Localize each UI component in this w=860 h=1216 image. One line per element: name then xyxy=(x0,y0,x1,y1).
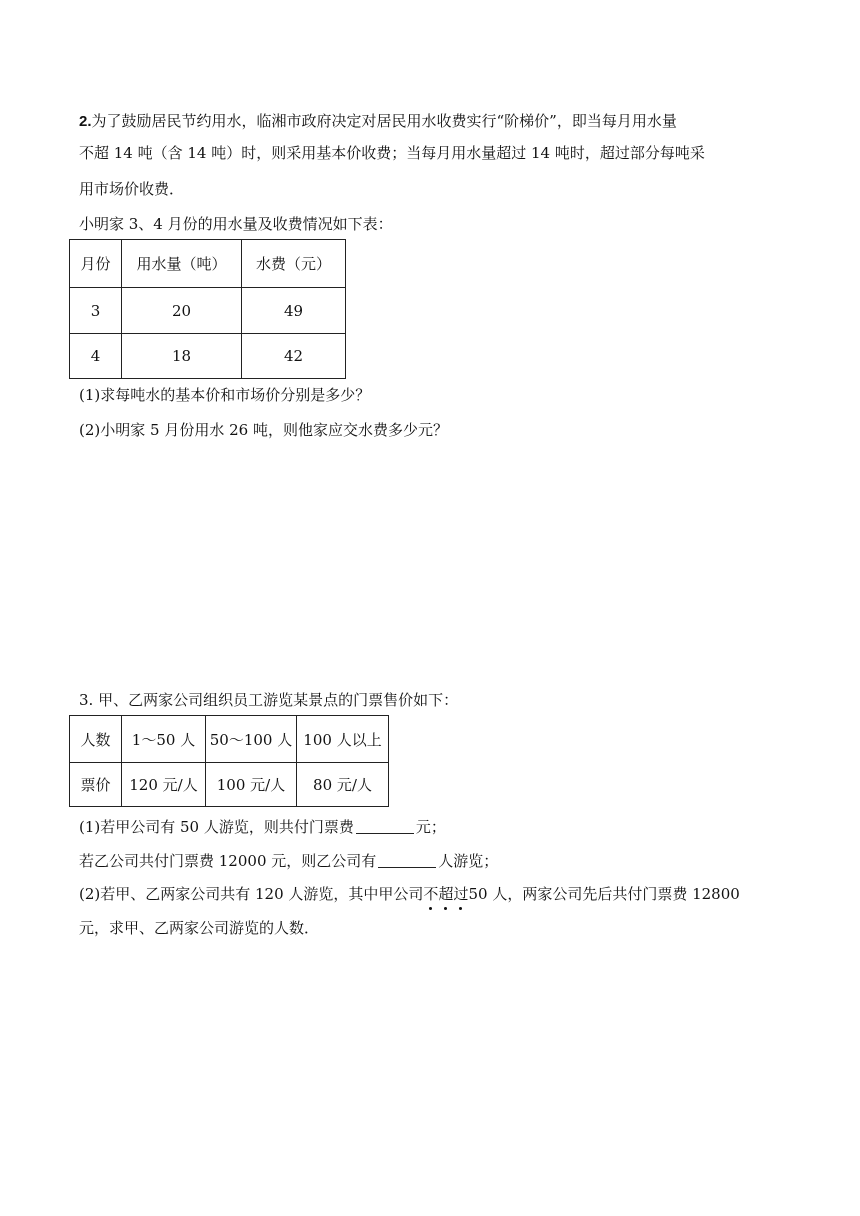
table-header-row xyxy=(70,716,389,763)
table-cell: 4 xyxy=(70,334,122,379)
q3-intro: 3. 甲、乙两家公司组织员工游览某景点的门票售价如下： xyxy=(79,691,459,709)
table-row xyxy=(70,763,389,807)
table-header-cell: 用水量（吨） xyxy=(122,240,242,288)
table-header-cell: 月份 xyxy=(70,240,122,288)
table-header-row xyxy=(70,240,346,288)
table-row xyxy=(70,334,346,379)
water-fee-table xyxy=(69,239,346,379)
q2-text-1: 为了鼓励居民节约用水，临湘市政府决定对居民用水收费实行“阶梯价”，即当每月用水量 xyxy=(91,112,677,130)
q2-line2: 不超 14 吨（含 14 吨）时，则采用基本价收费；当每月用水量超过 14 吨时，超过部分每吨采 xyxy=(79,144,705,162)
table-cell: 20 xyxy=(122,288,242,334)
q2-sub1: (1)求每吨水的基本价和市场价分别是多少？ xyxy=(79,386,371,404)
emphasis-char: 不 xyxy=(423,885,439,903)
q2-line3: 用市场价收费． xyxy=(79,180,185,198)
table-header-cell: 水费（元） xyxy=(242,240,346,288)
q3-sub1-text-b: 元； xyxy=(415,818,446,836)
table-header-cell: 50～100 人 xyxy=(206,716,297,763)
table-cell: 49 xyxy=(242,288,346,334)
table-cell: 18 xyxy=(122,334,242,379)
q3-sub2-line2: 元，求甲、乙两家公司游览的人数． xyxy=(79,919,320,937)
table-cell: 3 xyxy=(70,288,122,334)
table-cell: 100 元/人 xyxy=(206,763,297,807)
q2-intro: 小明家 3、4 月份的用水量及收费情况如下表： xyxy=(79,215,393,233)
table-cell: 80 元/人 xyxy=(297,763,389,807)
q3-sub2-text-a: (2)若甲、乙两家公司共有 120 人游览，其中甲公司 xyxy=(79,885,424,903)
table-cell: 票价 xyxy=(70,763,122,807)
table-cell: 42 xyxy=(242,334,346,379)
ticket-price-table xyxy=(69,715,389,807)
q3-sub1 xyxy=(79,817,446,837)
table-cell: 120 元/人 xyxy=(122,763,206,807)
q3-sub2-text-b: 50 人，两家公司先后共付门票费 12800 xyxy=(468,885,740,903)
q3-sub1-cont xyxy=(79,851,498,871)
emphasis-char: 过 xyxy=(453,885,469,903)
q2-line1 xyxy=(79,111,677,132)
q3-sub1c-text-a: 若乙公司共付门票费 12000 元，则乙公司有 xyxy=(79,852,377,870)
table-header-cell: 人数 xyxy=(70,716,122,763)
answer-blank[interactable] xyxy=(356,819,414,834)
q3-sub1-text-a: (1)若甲公司有 50 人游览，则共付门票费 xyxy=(79,818,354,836)
emphasis-char: 超 xyxy=(438,885,454,903)
q2-number: 2. xyxy=(79,113,92,130)
table-row xyxy=(70,288,346,334)
q2-sub2: (2)小明家 5 月份用水 26 吨，则他家应交水费多少元？ xyxy=(79,421,448,439)
q3-sub1c-text-b: 人游览； xyxy=(438,852,499,870)
answer-blank[interactable] xyxy=(378,853,436,868)
table-header-cell: 100 人以上 xyxy=(297,716,389,763)
q3-sub2 xyxy=(79,884,740,904)
table-header-cell: 1～50 人 xyxy=(122,716,206,763)
